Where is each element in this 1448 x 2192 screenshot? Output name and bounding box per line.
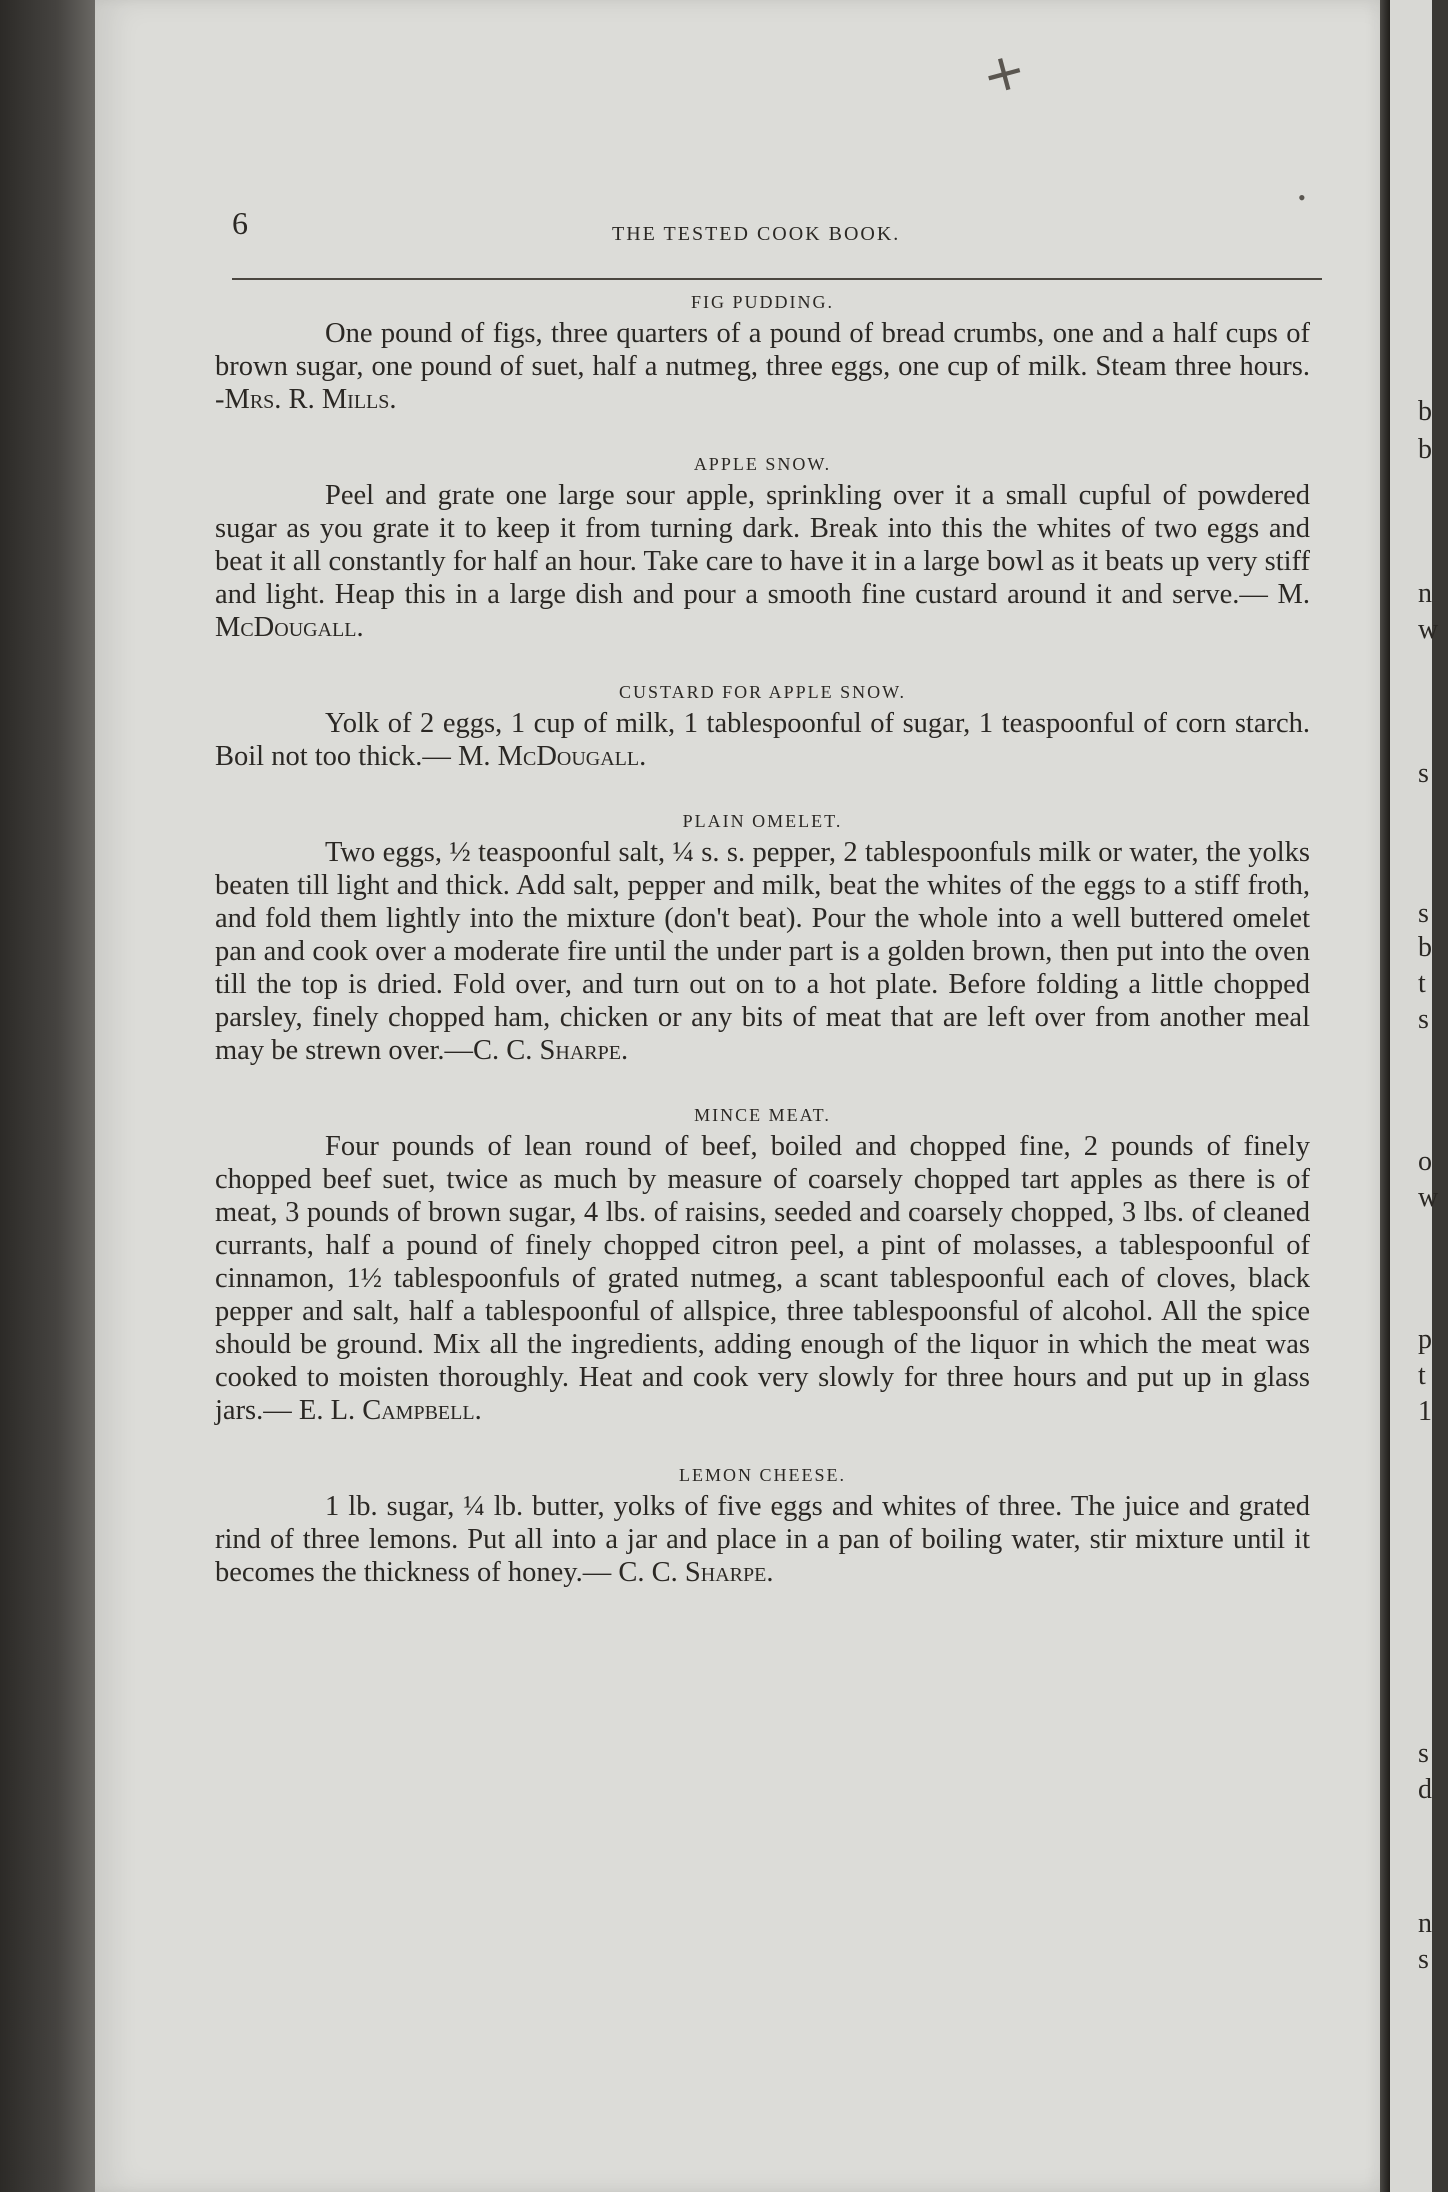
facing-page-fragment: b [1418, 932, 1432, 963]
page-header [232, 205, 1322, 251]
running-title: THE TESTED COOK BOOK. [612, 223, 901, 245]
recipe-title: FIG PUDDING. [690, 292, 834, 312]
recipe-instructions: Two eggs, ½ teaspoonful salt, ¼ s. s. pepper, 2 tablespoonfuls milk or water, the yolks beaten till light and thick. Add salt, pepper and milk, beat the whites of the eggs to a stiff froth, and fold them lightly into the mixture (don't beat). Pour the whole into a well buttered omelet pan and cook over a moderate fire until the under part is a golden brown, then put into the oven till the top is dried. Fold over, and turn out on to a hot plate. Before folding a little chopped parsley, finely chopped ham, chicken or any bits of meat that are left over from another meal may be strewn over.— [215, 837, 1310, 1066]
book-edge-left [0, 0, 95, 2192]
recipe-title: APPLE SNOW. [693, 454, 832, 474]
page-content [215, 292, 1310, 1589]
book-gutter [1380, 0, 1390, 2192]
facing-page-fragment: 1 [1418, 1396, 1432, 1427]
recipe-title: LEMON CHEESE. [679, 1465, 846, 1485]
recipe-instructions: One pound of figs, three quarters of a pound of bread crumbs, one and a half cups of brown sugar, one pound of suet, half a nutmeg, three eggs, one cup of milk. Steam three hours. - [215, 318, 1310, 415]
recipe-author: M. McDougall. [458, 741, 647, 772]
recipe-instructions: Yolk of 2 eggs, 1 cup of milk, 1 tablespoonful of sugar, 1 teaspoonful of corn starch. Boil not too thick.— [215, 708, 1310, 772]
page-number: 6 [232, 205, 248, 241]
recipe-author: Mrs. R. Mills. [224, 384, 397, 415]
recipe-text [215, 1130, 1310, 1427]
facing-page-fragment: w [1418, 1182, 1439, 1213]
facing-page-fragment: s [1418, 898, 1429, 929]
recipe-fig-pudding [215, 292, 1310, 416]
recipe-author: C. C. Sharpe. [618, 1557, 774, 1588]
recipe-text [215, 479, 1310, 644]
facing-page-fragment: n [1418, 578, 1432, 609]
facing-page-fragment: t [1418, 1360, 1426, 1391]
recipe-title: PLAIN OMELET. [682, 811, 843, 831]
facing-page-edge [1390, 0, 1439, 2192]
recipe-instructions: Peel and grate one large sour apple, sprinkling over it a small cupful of powdered sugar as you grate it to keep it from turning dark. Break into this the whites of two eggs and beat it all constantly for half an hour. Take care to have it in a large bowl as it beats up very stiff and light. Heap this in a large dish and pour a smooth fine custard around it and serve.— [215, 480, 1310, 610]
facing-page-fragment: t [1418, 968, 1426, 999]
facing-page-fragment: p [1418, 1324, 1432, 1355]
facing-page-fragment: n [1418, 1908, 1432, 1939]
recipe-author: E. L. Campbell. [298, 1395, 482, 1426]
facing-page-fragment: w [1418, 614, 1439, 645]
facing-page-fragment: b [1418, 396, 1432, 427]
facing-page-fragment: b [1418, 434, 1432, 465]
recipe-title: MINCE MEAT. [694, 1105, 831, 1125]
recipe-text [215, 317, 1310, 416]
recipe-author: C. C. Sharpe. [473, 1035, 629, 1066]
recipe-author: M. McDougall. [215, 579, 1310, 643]
ink-smudge: ✕ [975, 45, 1032, 106]
recipe-apple-snow [215, 454, 1310, 644]
facing-page-fragment: s [1418, 1004, 1429, 1035]
facing-page-fragment: o [1418, 1146, 1432, 1177]
header-rule [232, 278, 1322, 280]
facing-page-fragment: s [1418, 758, 1429, 789]
facing-page-fragment: s [1418, 1944, 1429, 1975]
recipe-text [215, 1490, 1310, 1589]
recipe-instructions: Four pounds of lean round of beef, boiled and chopped fine, 2 pounds of finely chopped beef suet, twice as much by measure of coarsely chopped tart apples as there is of meat, 3 pounds of brown sugar, 4 lbs. of raisins, seeded and coarsely chopped, 3 lbs. of cleaned currants, half a pound of finely chopped citron peel, a pint of molasses, a tablespoonful of cinnamon, 1½ tablespoonfuls of grated nutmeg, a scant tablespoonful each of cloves, black pepper and salt, half a tablespoonful of allspice, three tablespoonsful of alcohol. All the spice should be ground. Mix all the ingredients, adding enough of the liquor in which the meat was cooked to moisten thoroughly. Heat and cook very slowly for three hours and put up in glass jars.— [215, 1131, 1310, 1426]
facing-page-fragment: s [1418, 1738, 1429, 1769]
facing-page-fragment: d [1418, 1774, 1432, 1805]
recipe-instructions: 1 lb. sugar, ¼ lb. butter, yolks of five eggs and whites of three. The juice and grated rind of three lemons. Put all into a jar and place in a pan of boiling water, stir mixture until it becomes the thickness of honey.— [215, 1491, 1310, 1588]
recipe-text [215, 707, 1310, 773]
recipe-lemon-cheese [215, 1465, 1310, 1589]
recipe-title: CUSTARD FOR APPLE SNOW. [619, 682, 906, 702]
recipe-custard-for-apple-snow [215, 682, 1310, 773]
recipe-mince-meat [215, 1105, 1310, 1427]
recipe-text [215, 836, 1310, 1067]
recipe-plain-omelet [215, 811, 1310, 1067]
ink-speck: • [1298, 185, 1306, 210]
